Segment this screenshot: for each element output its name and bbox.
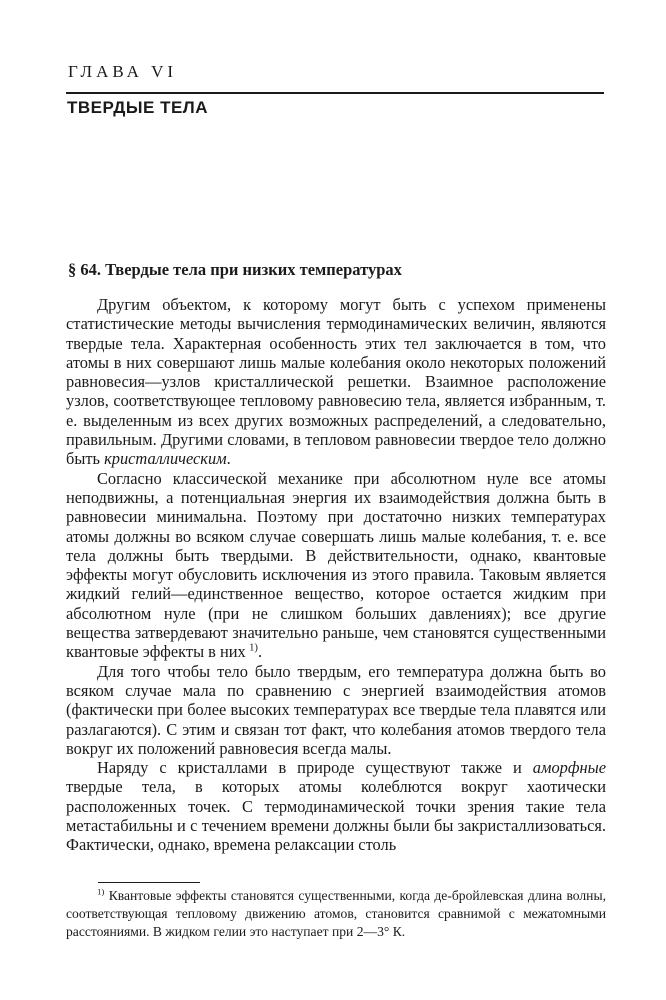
footnote-text: Квантовые эффекты становятся существенными, когда де-бройлевская длина волны, соответствующая тепловому движению атомов, становится сравнимой с межатомными расстояниями. В жидком гелии это наступает при 2—3° К.: [66, 888, 606, 939]
emphasis-crystalline: кристаллическим: [104, 449, 227, 469]
chapter-title: ТВЕРДЫЕ ТЕЛА: [67, 98, 209, 117]
footnote-rule: [98, 882, 200, 883]
footnote: [66, 887, 606, 941]
paragraph-4: Наряду с кристаллами в природе существуют также и аморфные твердые тела, в которых атомы колеблются вокруг хаотически расположенных точек. С термодинамической точки зрения такие тела метастабильны и с течением времени должны были бы закристаллизоваться. Фактически, однако, времена релаксации столь: [66, 758, 606, 855]
chapter-label: ГЛАВА VI: [68, 62, 178, 81]
section-title: § 64. Твердые тела при низких температурах: [68, 260, 402, 279]
emphasis-amorphous: аморфные: [532, 758, 606, 778]
paragraph-2: Согласно классической механике при абсолютном нуле все атомы неподвижны, а потенциальная энергия их взаимодействия должна быть в равновесии минимальна. Поэтому при достаточно низких температурах атомы должны во всяком случае совершать лишь малые колебания, т. е. все тела должны быть твердыми. В действительности, однако, квантовые эффекты могут обусловить исключения из этого правила. Таковым является жидкий гелий—единственное вещество, которое остается жидким при абсолютном нуле (при не слишком больших давлениях); все другие вещества затвердевают значительно раньше, чем становятся существенными квантовые эффекты в них $^{1)}$.: [66, 468, 606, 662]
paragraph-1: Другим объектом, к которому могут быть с успехом применены статистические методы вычисления термодинамических величин, являются твердые тела. Характерная особенность этих тел заключается в том, что атомы в них совершают лишь малые колебания около некоторых положений равновесия—узлов кристаллической решетки. Взаимное расположение узлов, соответствующее тепловому равновесию тела, является избранным, т. е. выделенным из всех других возможных распределений, а следовательно, правильным. Другими словами, в тепловом равновесии твердое тело должно быть кристаллическим.: [66, 295, 606, 469]
body-text: [66, 295, 606, 855]
paragraph-3: Для того чтобы тело было твердым, его температура должна быть во всяком случае мала по сравнению с энергией взаимодействия атомов (фактически при более высоких температурах все твердые тела плавятся или разлагаются). С этим и связан тот факт, что колебания атомов твердого тела вокруг их положений равновесия всегда малы.: [66, 661, 606, 758]
chapter-rule: [66, 92, 604, 94]
footnote-marker: 1): [97, 886, 105, 897]
footnote-reference[interactable]: 1): [249, 642, 258, 654]
